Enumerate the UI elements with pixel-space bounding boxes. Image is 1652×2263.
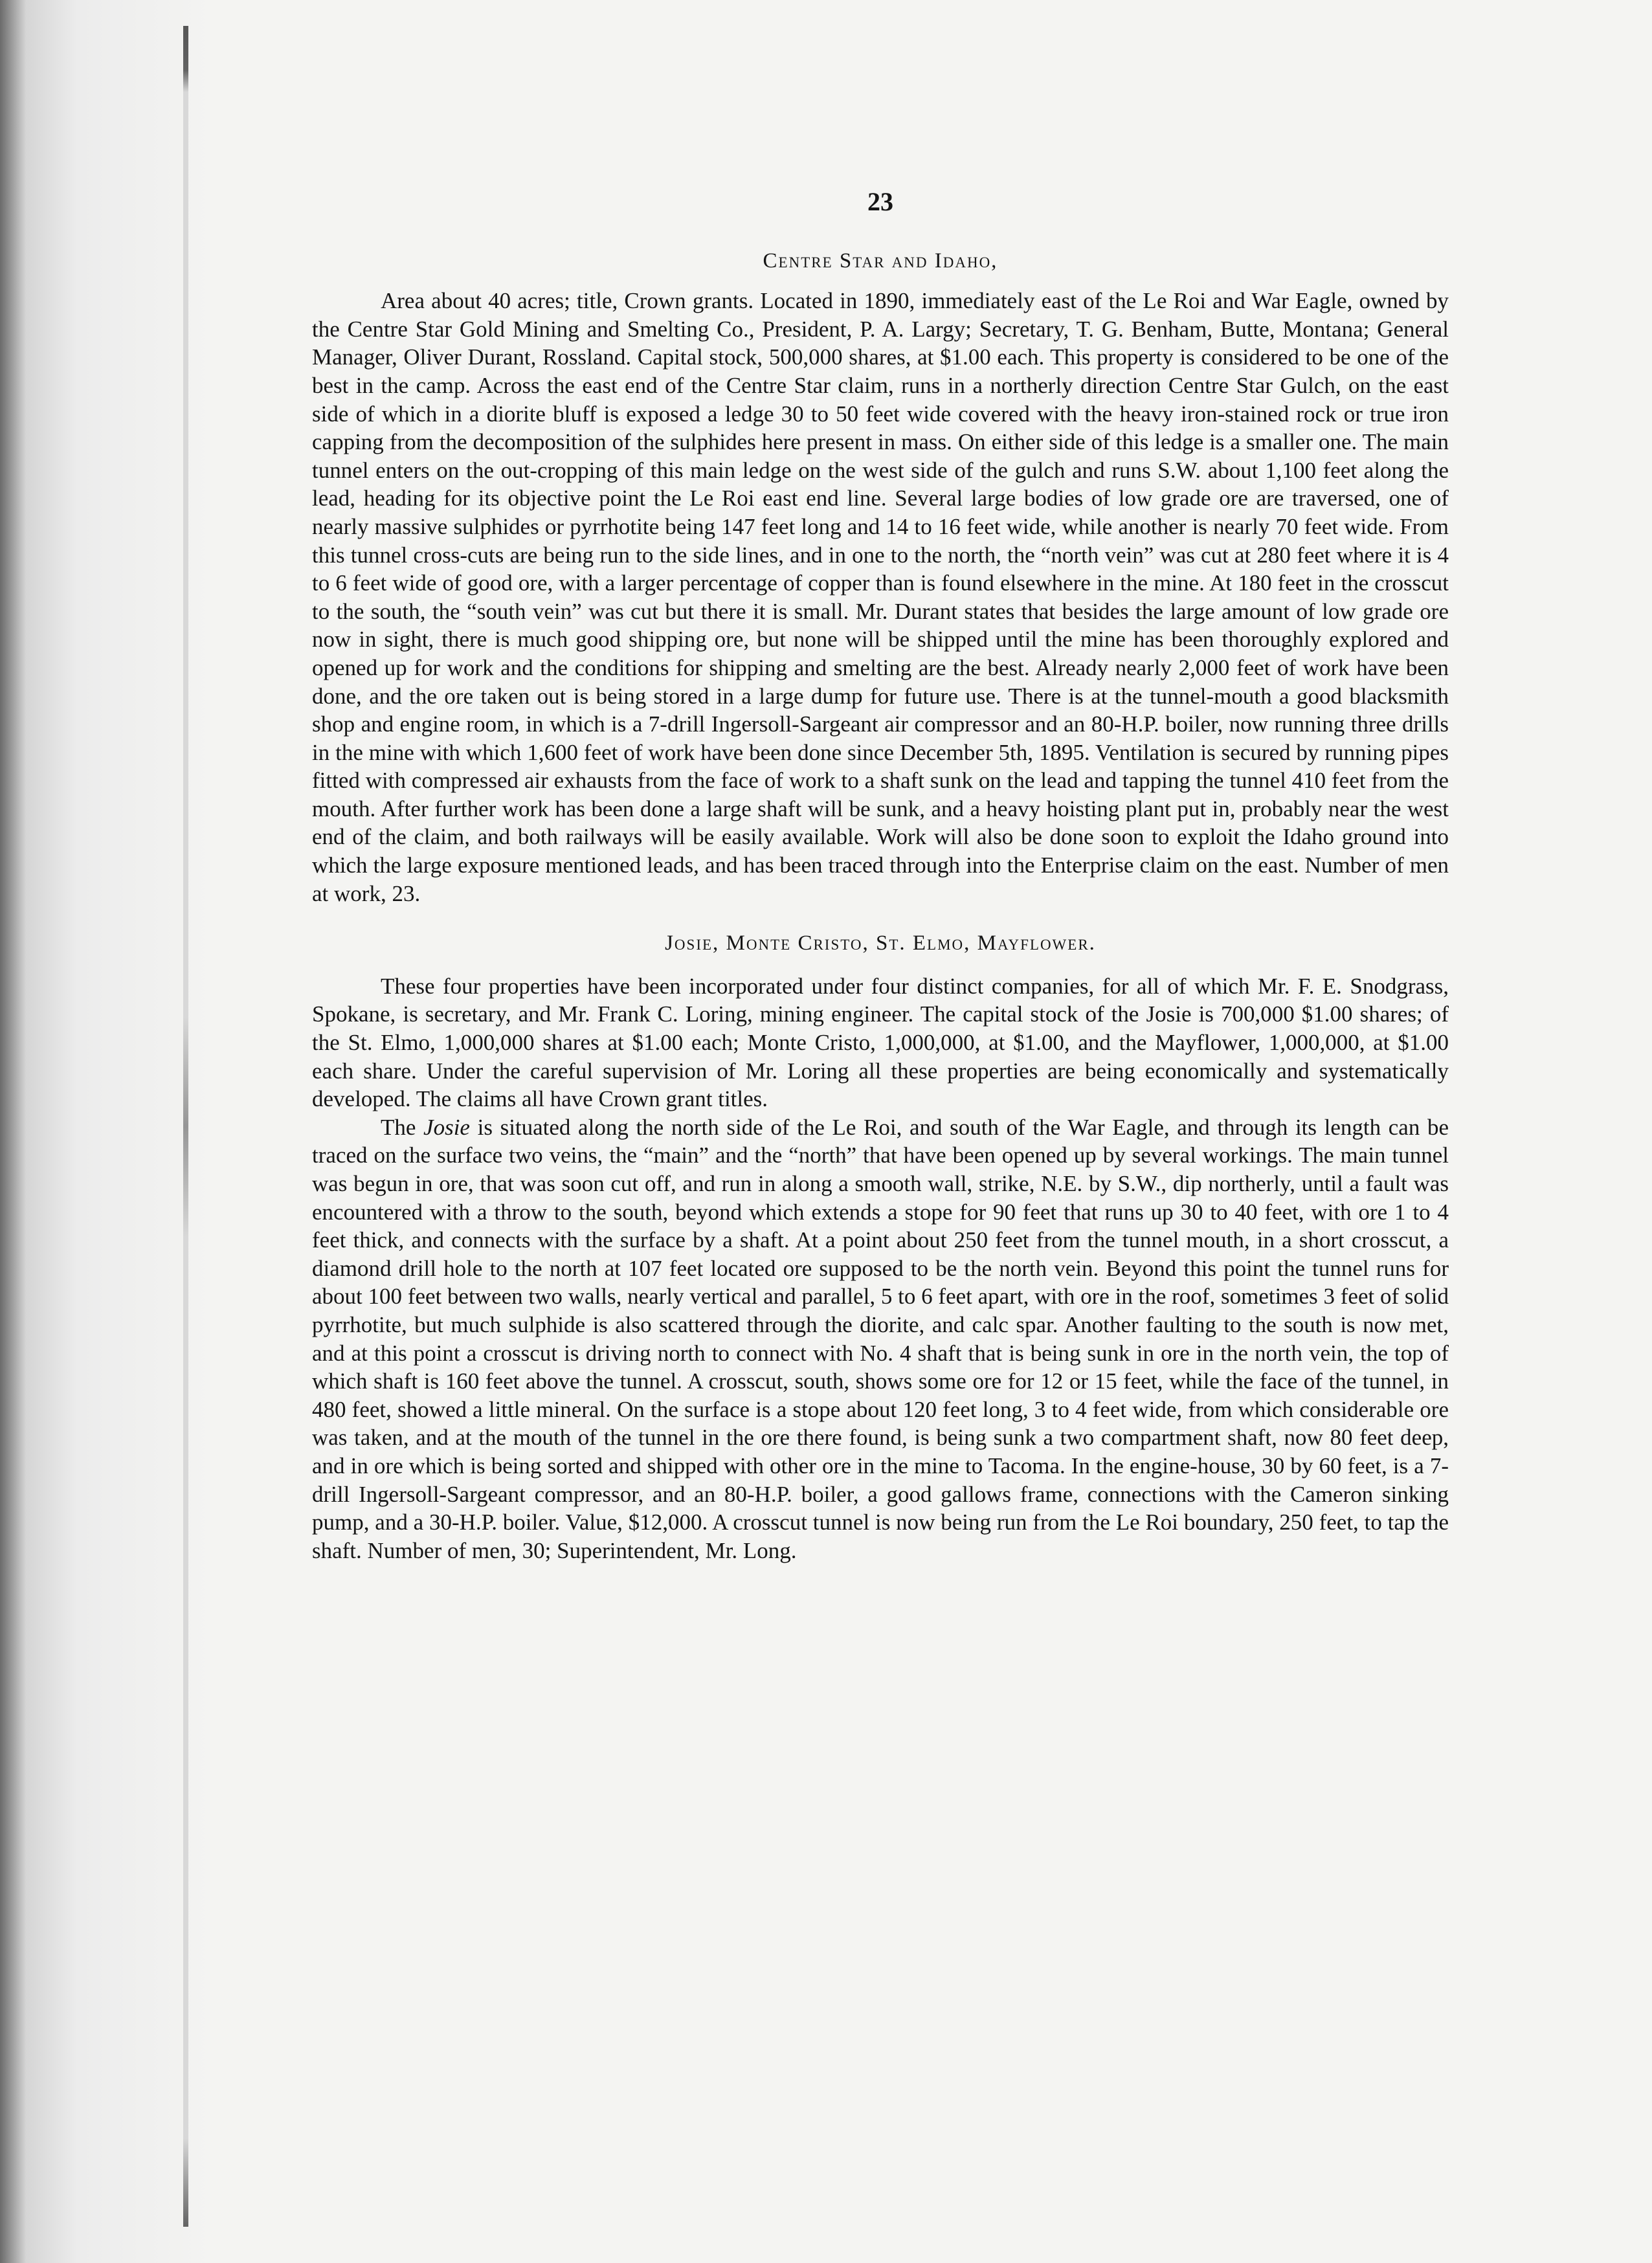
- paragraph-josie-intro: These four properties have been incorporated under four distinct companies, for all of which Mr. F. E. Snodgrass, Spokane, is secretary, and Mr. Frank C. Loring, mining engineer. The capital stock of the Josie is 700,000 $1.00 shares; of the St. Elmo, 1,000,000 shares at $1.00 each; Monte Cristo, 1,000,000, at $1.00, and the Mayflower, 1,000,000, at $1.00 each share. Under the careful supervision of Mr. Loring all these properties are being economically and systematically developed. The claims all have Crown grant titles.: [312, 973, 1449, 1112]
- section-heading-josie: Josie, Monte Cristo, St. Elmo, Mayflower.: [665, 931, 1096, 955]
- page-gutter-shadow: [0, 0, 214, 2263]
- paragraph-josie-lead: The: [381, 1114, 424, 1140]
- page-number: 23: [867, 187, 893, 216]
- page-text-block: [312, 188, 1449, 1565]
- josie-name-italic: Josie: [423, 1114, 470, 1140]
- paragraph-centre-star: Area about 40 acres; title, Crown grants. Located in 1890, immediately east of the Le Roi and War Eagle, owned by the Centre Star Gold Mining and Smelting Co., President, P. A. Largy; Secretary, T. G. Benham, Butte, Montana; General Manager, Oliver Durant, Rossland. Capital stock, 500,000 shares, at $1.00 each. This property is considered to be one of the best in the camp. Across the east end of the Centre Star claim, runs in a northerly direction Centre Star Gulch, on the east side of which in a diorite bluff is exposed a ledge 30 to 50 feet wide covered with the heavy iron-stained rock or true iron capping from the decomposition of the sulphides here present in mass. On either side of this ledge is a smaller one. The main tunnel enters on the out-cropping of this main ledge on the west side of the gulch and runs S.W. about 1,100 feet along the lead, heading for its objective point the Le Roi east end line. Several large bodies of low grade ore are traversed, one of nearly massive sulphides or pyrrhotite being 147 feet long and 14 to 16 feet wide, while another is nearly 70 feet wide. From this tunnel cross-cuts are being run to the side lines, and in one to the north, the “north vein” was cut at 280 feet where it is 4 to 6 feet wide of good ore, with a larger percentage of copper than is found elsewhere in the mine. At 180 feet in the crosscut to the south, the “south vein” was cut but there it is small. Mr. Durant states that besides the large amount of low grade ore now in sight, there is much good shipping ore, but none will be shipped until the mine has been thoroughly explored and opened up for work and the conditions for shipping and smelting are the best. Already nearly 2,000 feet of work have been done, and the ore taken out is being stored in a large dump for future use. There is at the tunnel-mouth a good blacksmith shop and engine room, in which is a 7-drill Ingersoll-Sargeant air compressor and an 80-H.P. boiler, now running three drills in the mine with which 1,600 feet of work have been done since December 5th, 1895. Ventilation is secured by running pipes fitted with compressed air exhausts from the face of work to a shaft sunk on the lead and tapping the tunnel 410 feet from the mouth. After further work has been done a large shaft will be sunk, and a heavy hoisting plant put in, probably near the west end of the claim, and both railways will be easily available. Work will also be done soon to exploit the Idaho ground into which the large exposure mentioned leads, and has been traced through into the Enterprise claim on the east. Number of men at work, 23.: [312, 288, 1449, 906]
- paragraph-josie-body: is situated along the north side of the Le Roi, and south of the War Eagle, and through its length can be traced on the surface two veins, the “main” and the “north” that have been opened up by several workings. The main tunnel was begun in ore, that was soon cut off, and run in along a smooth wall, strike, N.E. by S.W., dip northerly, until a fault was encountered with a throw to the south, beyond which extends a stope for 90 feet that runs up 30 to 40 feet, with ore 1 to 4 feet thick, and connects with the surface by a shaft. At a point about 250 feet from the tunnel mouth, in a short crosscut, a diamond drill hole to the north at 107 feet located ore supposed to be the north vein. Beyond this point the tunnel runs for about 100 feet between two walls, nearly vertical and parallel, 5 to 6 feet apart, with ore in the roof, sometimes 3 feet of solid pyrrhotite, but much sulphide is also scattered through the diorite, and calc spar. Another faulting to the south is now met, and at this point a crosscut is driving north to connect with No. 4 shaft that is being sunk in ore in the north vein, the top of which shaft is 160 feet above the tunnel. A crosscut, south, shows some ore for 12 or 15 feet, while the face of the tunnel, in 480 feet, showed a little mineral. On the surface is a stope about 120 feet long, 3 to 4 feet wide, from which considerable ore was taken, and at the mouth of the tunnel in the ore there found, is being sunk a two compartment shaft, now 80 feet deep, and in ore which is being sorted and shipped with other ore in the mine to Tacoma. In the engine-house, 30 by 60 feet, is a 7-drill Ingersoll-Sargeant compressor, and an 80-H.P. boiler, a good gallows frame, connections with the Cameron sinking pump, and a 30-H.P. boiler. Value, $12,000. A crosscut tunnel is now being run from the Le Roi boundary, 250 feet, to tap the shaft. Number of men, 30; Superintendent, Mr. Long.: [312, 1114, 1449, 1563]
- binding-edge-line: [183, 26, 188, 2227]
- section-heading-centre-star: Centre Star and Idaho,: [763, 249, 998, 273]
- paragraph-josie-description: [312, 1113, 1449, 1565]
